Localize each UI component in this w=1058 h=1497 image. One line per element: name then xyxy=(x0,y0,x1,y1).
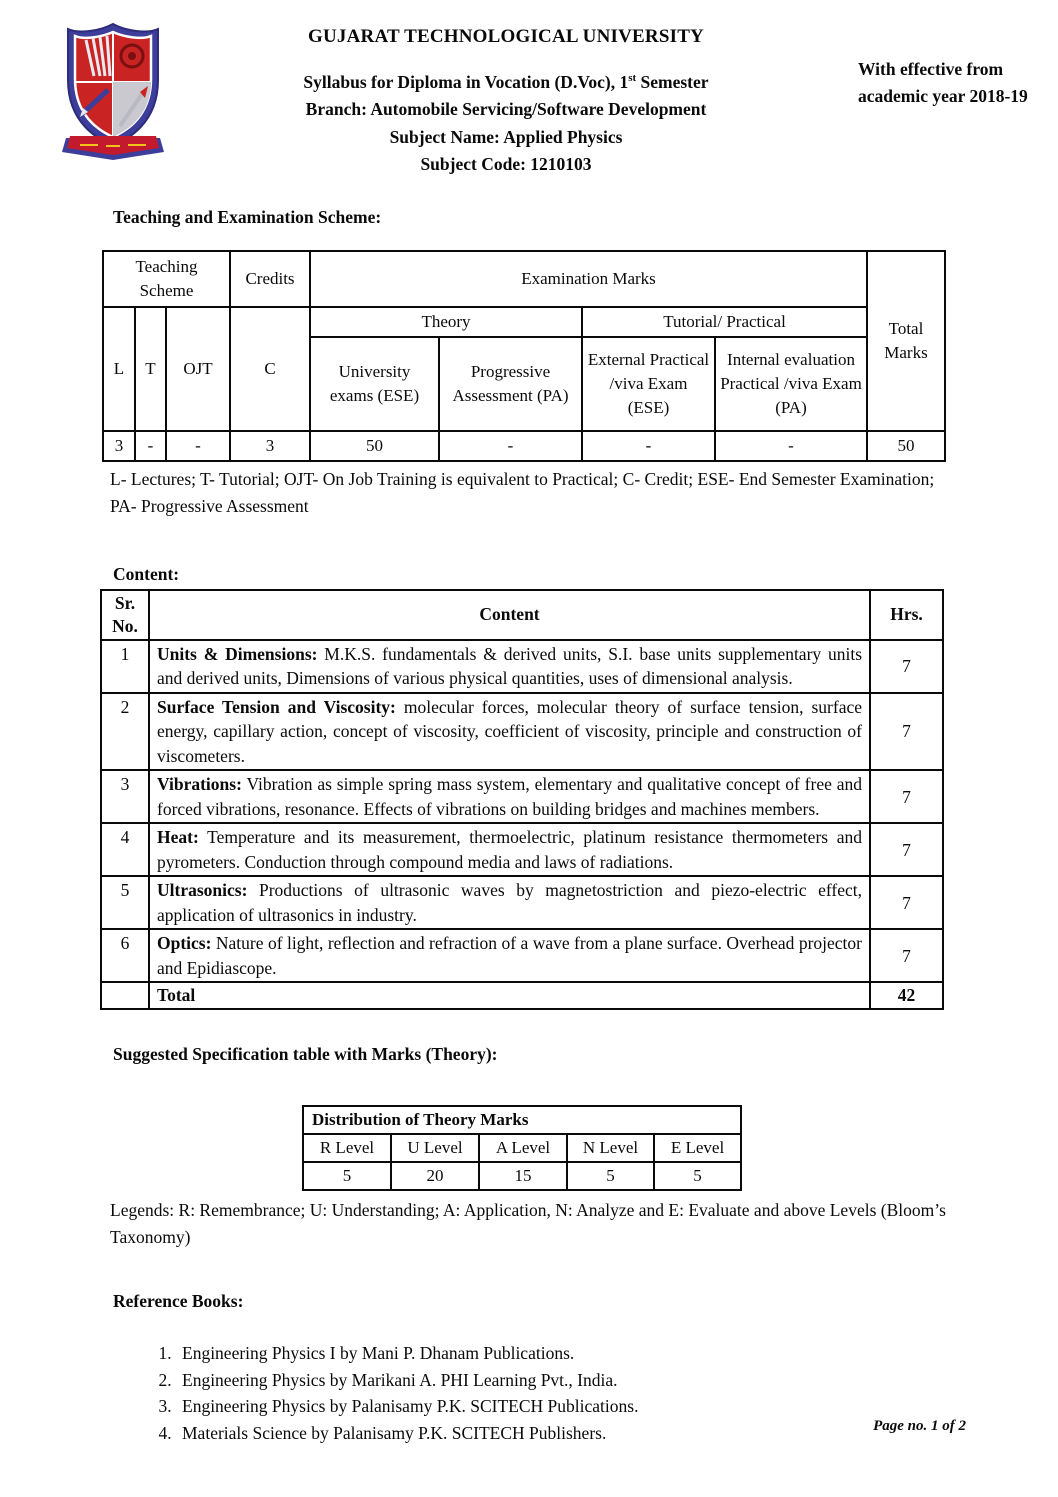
total-hours: 42 xyxy=(870,982,943,1009)
row-hours: 7 xyxy=(870,876,943,929)
row-hours: 7 xyxy=(870,640,943,693)
row-hours: 7 xyxy=(870,770,943,823)
bloom-legend: Legends: R: Remembrance; U: Understanding; A: Application, N: Analyze and E: Evaluate and above Levels (Bloom’s Taxonomy) xyxy=(110,1200,946,1248)
content-row-6 xyxy=(101,929,943,982)
row-hours: 7 xyxy=(870,693,943,771)
total-sr-empty xyxy=(101,982,149,1009)
row-description: Optics: Nature of light, reflection and refraction of a wave from a plane surface. Overhead projector and Epidiascope. xyxy=(149,929,870,982)
scheme-value-ext: - xyxy=(582,431,715,461)
syllabus-line: Syllabus for Diploma in Vocation (D.Voc), 1st Semester xyxy=(303,71,709,92)
scheme-table xyxy=(102,250,946,462)
row-description: Units & Dimensions: M.K.S. fundamentals & derived units, S.I. base units supplementary units and derived units, Dimensions of various physical quantities, uses of dimensional analysis. xyxy=(149,640,870,693)
effective-note: With effective from academic year 2018-19 xyxy=(858,59,1028,106)
university-name: GUJARAT TECHNOLOGICAL UNIVERSITY xyxy=(308,26,704,47)
scheme-header-total-marks: Total Marks xyxy=(867,251,945,431)
row-topic-title: Ultrasonics: xyxy=(157,880,248,901)
scheme-col-l: L xyxy=(103,307,135,431)
scheme-value-ojt: - xyxy=(166,431,230,461)
scheme-col-ojt: OJT xyxy=(166,307,230,431)
branch-line: Branch: Automobile Servicing/Software Development xyxy=(305,99,707,120)
scheme-value-total: 50 xyxy=(867,431,945,461)
content-col-content: Content xyxy=(149,590,870,640)
row-hours: 7 xyxy=(870,823,943,876)
scheme-value-c: 3 xyxy=(230,431,310,461)
row-hours: 7 xyxy=(870,929,943,982)
content-heading: Content: xyxy=(113,563,180,584)
row-sr: 1 xyxy=(101,640,149,693)
content-row-2 xyxy=(101,693,943,771)
marks-e: 5 xyxy=(654,1162,741,1190)
subject-name-line: Subject Name: Applied Physics xyxy=(389,126,623,147)
university-crest-icon xyxy=(52,18,174,166)
level-u: U Level xyxy=(391,1134,479,1162)
reference-book-item: 4. Materials Science by Palanisamy P.K. SCITECH Publishers. xyxy=(176,1420,1058,1447)
row-description: Vibrations: Vibration as simple spring mass system, elementary and qualitative concept of free and forced vibrations, resonance. Effects of vibrations on building bridges and machines members. xyxy=(149,770,870,823)
row-sr: 4 xyxy=(101,823,149,876)
marks-u: 20 xyxy=(391,1162,479,1190)
marks-a: 15 xyxy=(479,1162,567,1190)
marks-r: 5 xyxy=(303,1162,391,1190)
content-row-3 xyxy=(101,770,943,823)
header-titles xyxy=(182,18,830,179)
content-row-5 xyxy=(101,876,943,929)
level-e: E Level xyxy=(654,1134,741,1162)
page-number: Page no. 1 of 2 xyxy=(873,1418,966,1434)
total-label: Total xyxy=(149,982,870,1009)
scheme-value-t: - xyxy=(135,431,166,461)
reference-books-heading: Reference Books: xyxy=(113,1291,244,1312)
row-description: Heat: Temperature and its measurement, thermoelectric, platinum resistance thermometers and pyrometers. Conduction through compound media and laws of radiations. xyxy=(149,823,870,876)
content-table xyxy=(100,589,944,1011)
row-topic-title: Units & Dimensions: xyxy=(157,643,318,664)
theory-marks-table xyxy=(302,1105,742,1191)
row-topic-title: Vibrations: xyxy=(157,774,242,795)
row-description: Surface Tension and Viscosity: molecular forces, molecular theory of surface tension, surface energy, capillary action, concept of viscosity, coefficient of viscosity, principle and construction of viscometers. xyxy=(149,693,870,771)
scheme-header-exam-marks: Examination Marks xyxy=(310,251,867,307)
content-row-1 xyxy=(101,640,943,693)
subject-code-line: Subject Code: 1210103 xyxy=(420,154,592,175)
level-a: A Level xyxy=(479,1134,567,1162)
content-row-4 xyxy=(101,823,943,876)
scheme-value-int: - xyxy=(715,431,867,461)
university-logo xyxy=(52,18,182,179)
scheme-header-univ-exams: University exams (ESE) xyxy=(310,337,439,431)
row-topic-title: Heat: xyxy=(157,827,199,848)
content-total-row xyxy=(101,982,943,1009)
scheme-header-credits: Credits xyxy=(230,251,310,307)
ordinal-superscript: st xyxy=(628,72,637,84)
level-n: N Level xyxy=(567,1134,654,1162)
content-col-hrs: Hrs. xyxy=(870,590,943,640)
theory-marks-title: Distribution of Theory Marks xyxy=(303,1106,741,1134)
row-sr: 3 xyxy=(101,770,149,823)
scheme-header-teaching: Teaching Scheme xyxy=(103,251,230,307)
content-col-sr: Sr. No. xyxy=(101,590,149,640)
row-topic-title: Optics: xyxy=(157,933,212,954)
scheme-value-pa: - xyxy=(439,431,582,461)
scheme-col-t: T xyxy=(135,307,166,431)
scheme-col-c: C xyxy=(230,307,310,431)
scheme-header-internal: Internal evaluation Practical /viva Exam (PA) xyxy=(715,337,867,431)
row-topic-title: Surface Tension and Viscosity: xyxy=(157,696,396,717)
scheme-header-external: External Practical /viva Exam (ESE) xyxy=(582,337,715,431)
reference-book-item: 1. Engineering Physics I by Mani P. Dhanam Publications. xyxy=(176,1340,1058,1367)
reference-book-item: 2. Engineering Physics by Marikani A. PHI Learning Pvt., India. xyxy=(176,1367,1058,1394)
marks-n: 5 xyxy=(567,1162,654,1190)
scheme-heading: Teaching and Examination Scheme: xyxy=(113,206,382,227)
specification-heading: Suggested Specification table with Marks (Theory): xyxy=(113,1044,498,1065)
page-header xyxy=(0,0,1058,179)
scheme-value-l: 3 xyxy=(103,431,135,461)
row-sr: 5 xyxy=(101,876,149,929)
scheme-value-ese: 50 xyxy=(310,431,439,461)
reference-book-item: 3. Engineering Physics by Palanisamy P.K. SCITECH Publications. xyxy=(176,1393,1058,1420)
scheme-header-progressive: Progressive Assessment (PA) xyxy=(439,337,582,431)
scheme-header-theory: Theory xyxy=(310,307,582,337)
row-description: Ultrasonics: Productions of ultrasonic waves by magnetostriction and piezo-electric effect, application of ultrasonics in industry. xyxy=(149,876,870,929)
row-sr: 6 xyxy=(101,929,149,982)
level-r: R Level xyxy=(303,1134,391,1162)
scheme-header-tutorial-practical: Tutorial/ Practical xyxy=(582,307,867,337)
scheme-legend-note: L- Lectures; T- Tutorial; OJT- On Job Training is equivalent to Practical; C- Credit; ESE- End Semester Examination; PA- Progressive Assessment xyxy=(110,468,935,516)
row-sr: 2 xyxy=(101,693,149,771)
